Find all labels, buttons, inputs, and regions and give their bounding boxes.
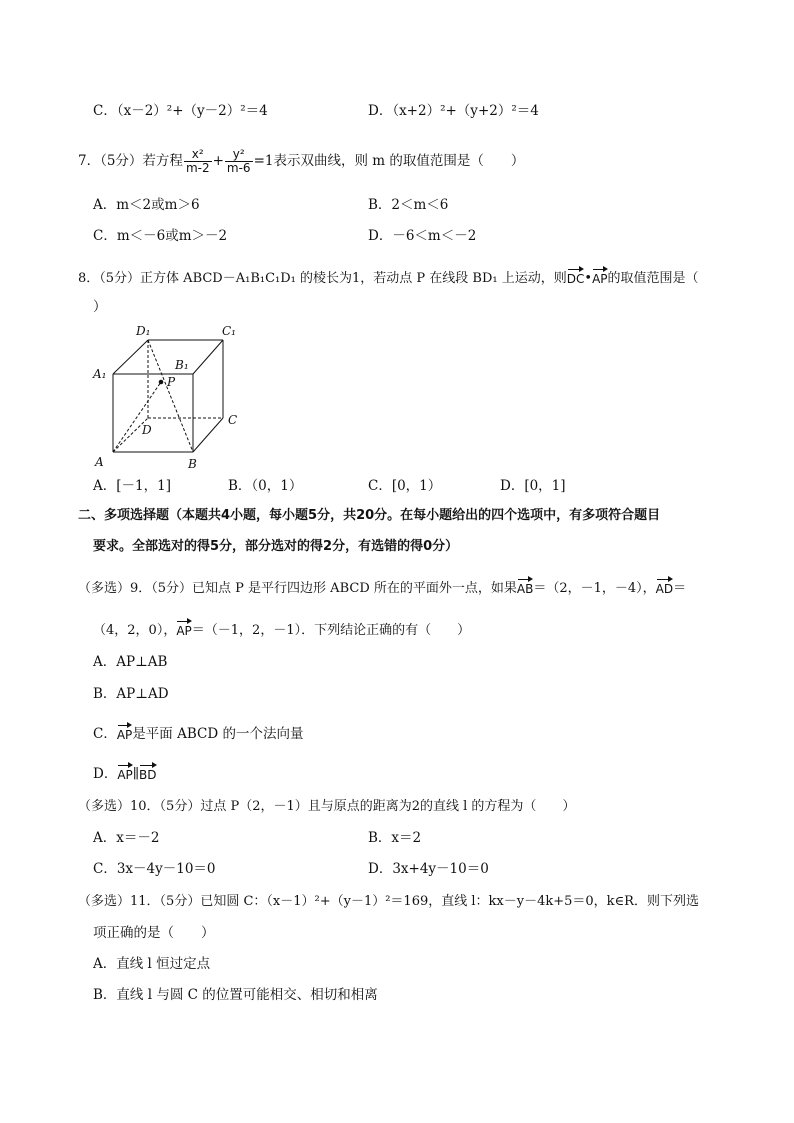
q10-stem: （多选）10．（5分）过点 P（2，－1）且与原点的距离为2的直线 l 的方程为（ ） <box>78 799 576 814</box>
q9-option-d-label: D． <box>93 766 118 782</box>
q8-stem-line1 <box>78 266 699 288</box>
section2-heading-line1: 二、多项选择题（本题共4小题，每小题5分，共20分。在每小题给出的四个选项中，有多项符合题目 <box>78 508 661 523</box>
q9-ad-equals: ＝ <box>673 581 687 596</box>
q9-option-c-text: 是平面 ABCD 的一个法向量 <box>132 726 304 742</box>
cube-figure <box>88 318 248 474</box>
q11-stem-line2: 项正确的是（ ） <box>93 925 215 941</box>
parallel-symbol: ∥ <box>132 766 140 782</box>
vector-ab: AB <box>517 576 533 595</box>
q9-stem-line1 <box>78 576 686 598</box>
q7-suffix: 表示双曲线，则 m 的取值范围是（ ） <box>273 153 525 169</box>
segment-ap <box>113 382 161 452</box>
label-p: P <box>167 375 176 389</box>
q7-option-c: C．m＜－6或m＞－2 <box>93 228 228 244</box>
label-b1: B₁ <box>175 358 189 372</box>
label-d1: D₁ <box>136 324 151 338</box>
q8-stem-text: 8．（5分）正方体 ABCD－A₁B₁C₁D₁ 的棱长为1，若动点 P 在线段 BD₁ 上运动，则 <box>78 271 567 286</box>
q8-option-b: B．（0，1） <box>228 478 303 494</box>
vector-ad: AD <box>656 576 673 595</box>
q9-option-c-label: C． <box>93 726 117 742</box>
q7-option-a: A．m＜2或m＞6 <box>93 197 200 213</box>
q11-stem-line1: （多选）11．（5分）已知圆 C：（x－1）²+（y－1）²＝169，直线 l：kx－y－4k+5＝0，k∈R．则下列选 <box>78 894 699 909</box>
vector-ap: AP <box>117 762 132 781</box>
q6-option-c: C．（x－2）²+（y－2）²＝4 <box>93 103 268 119</box>
q9-option-d <box>93 762 157 783</box>
label-b: B <box>188 457 197 471</box>
q9-ab-value: ＝（2，－1，－4）， <box>533 581 656 596</box>
q11-option-a: A．直线 l 恒过定点 <box>93 956 211 972</box>
q8-option-d: D．[0，1] <box>500 478 566 494</box>
edge-a1d1 <box>113 340 148 374</box>
point-p <box>159 380 164 385</box>
q10-option-c: C．3x－4y－10＝0 <box>93 861 216 877</box>
vector-ap: AP <box>592 266 607 285</box>
dot-operator: • <box>584 271 593 286</box>
q11-option-b: B．直线 l 与圆 C 的位置可能相交、相切和相离 <box>93 987 378 1003</box>
q9-ap-value: ＝（－1，2，－1）．下列结论正确的有（ ） <box>191 623 471 638</box>
q10-option-d: D．3x+4y－10＝0 <box>368 861 489 877</box>
section2-heading-line2: 要求。全部选对的得5分，部分选对的得2分，有选错的得0分） <box>93 539 459 554</box>
q9-option-c <box>93 722 303 743</box>
q9-stem-line2 <box>93 618 470 640</box>
q9-option-b: B．AP⊥AD <box>93 686 169 702</box>
q9-option-a: A．AP⊥AB <box>93 654 168 670</box>
q9-stem-text: （多选）9．（5分）已知点 P 是平行四边形 ABCD 所在的平面外一点，如果 <box>78 581 517 596</box>
edge-bc <box>193 418 223 452</box>
vector-ap: AP <box>176 618 191 637</box>
vector-ap: AP <box>117 722 132 741</box>
q10-option-b: B．x＝2 <box>368 830 422 846</box>
label-a1: A₁ <box>93 367 107 381</box>
q8-stem-end: 的取值范围是（ <box>607 271 699 286</box>
q8-stem-line2: ） <box>93 299 107 315</box>
label-c1: C₁ <box>222 324 236 338</box>
diagonal-d1b <box>148 340 193 452</box>
q9-ad-value: （4，2，0）， <box>93 623 177 638</box>
q7-fraction-y: $\frac{\text{y²}}{m-6}$ <box>226 147 251 175</box>
q7-option-d: D．－6＜m＜－2 <box>368 228 477 244</box>
q6-option-d: D．（x+2）²+（y+2）²＝4 <box>368 103 539 119</box>
vector-dc: DC <box>567 266 585 285</box>
q7-equals: =1 <box>253 153 274 169</box>
label-d: D <box>142 423 152 437</box>
label-c: C <box>228 413 238 427</box>
q7-fraction-x: $\frac{\text{x²}}{m-2}$ <box>185 147 210 175</box>
q10-option-a: A．x＝－2 <box>93 830 160 846</box>
q7-plus: + <box>212 153 224 169</box>
q7-prefix: 7．（5分）若方程 <box>78 153 183 169</box>
q7-option-b: B．2＜m＜6 <box>368 197 449 213</box>
q8-option-c: C．[0，1） <box>368 478 442 494</box>
vector-bd: BD <box>139 762 156 781</box>
q7-stem <box>78 146 524 176</box>
edge-b1c1 <box>193 340 223 374</box>
label-a: A <box>95 455 104 469</box>
q8-option-a: A．[－1，1] <box>93 478 171 494</box>
